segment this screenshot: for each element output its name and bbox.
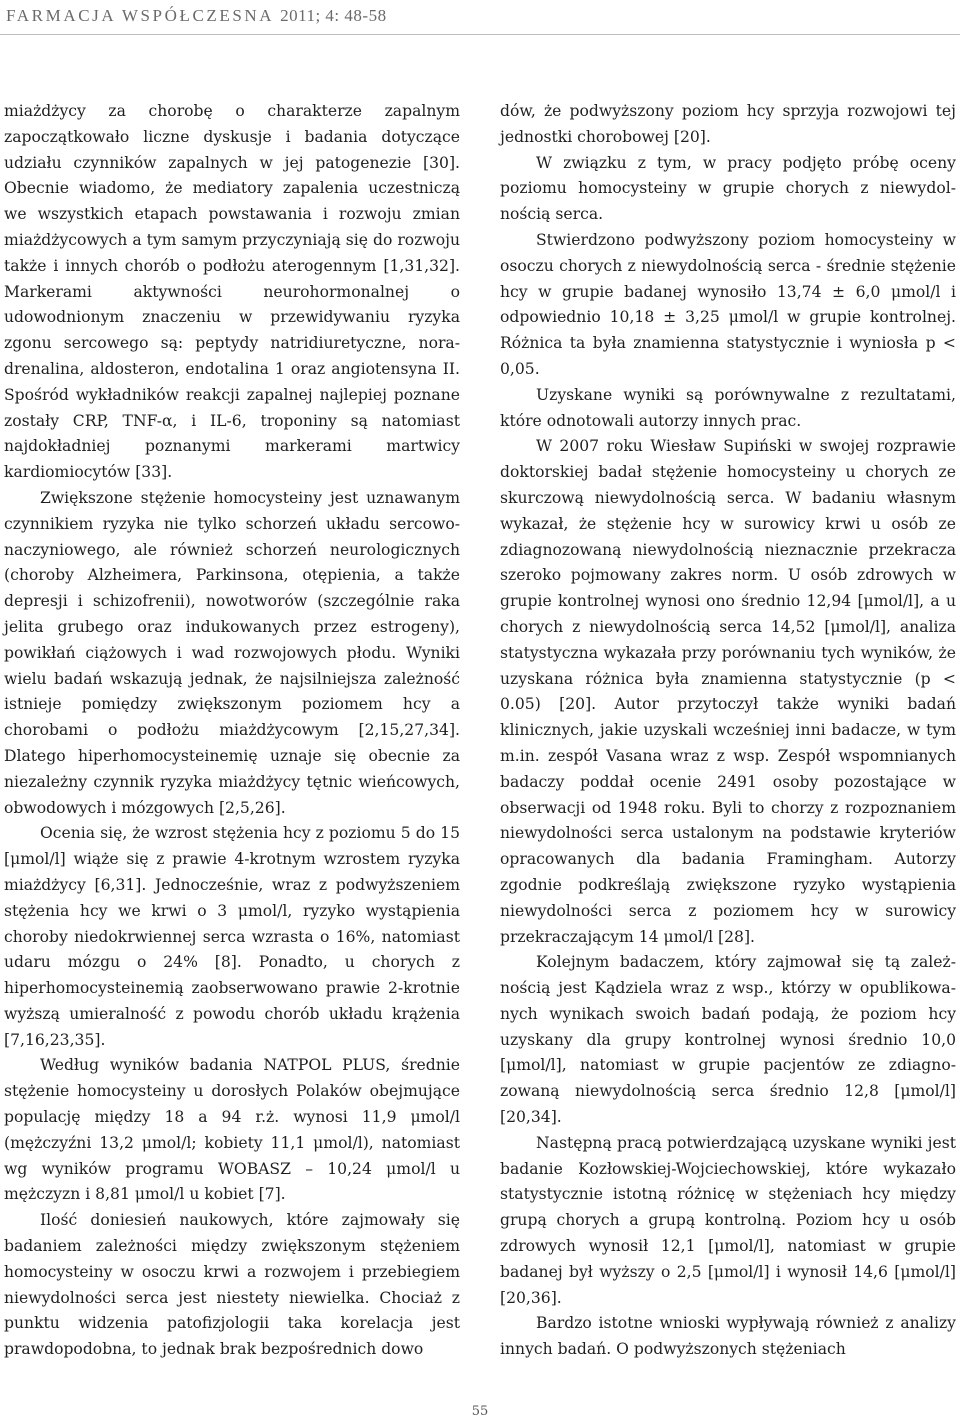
paragraph: Ilość doniesień naukowych, które zajmowały się badaniem zależności między zwiększonym stężeniem homocysteiny w osoczu krwi a rozwojem i przebiegiem niewydolności serca jest niestety niewielka. Chociaż z punktu widzenia patofizjologii taka korelacja jest prawdopodobna, to jednak brak bezpośrednich dowo [4, 1211, 460, 1359]
paragraph: Według wyników badania NATPOL PLUS, średnie stężenie homocysteiny u dorosłych Polaków obejmujące populację między 18 a 94 r.ż. wynosi 11,9 μmol/l (mężczyźni 13,2 μmol/l; kobiety 11,1 μmol/l), natomiast wg wyników programu WOBASZ – 10,24 μmol/l u mężczyzn i 8,81 μmol/l u kobiet [7]. [4, 1056, 460, 1204]
header-rule [0, 34, 960, 35]
paragraph: Następną pracą potwierdzającą uzyskane wyniki jest badanie Kozłowskiej-Wojciechowskiej, które wykazało statystycznie istotną różnicę w stężeniach hcy między grupą chorych a grupą kontrolną. Poziom hcy u osób zdrowych wynosił 12,1 [μmol/l], natomiast w grupie badanej był wyższy o 2,5 [μmol/l] i wynosił 14,6 [μmol/l] [20,36]. [500, 1133, 956, 1307]
paragraph: miażdżycy za chorobę o charakterze zapalnym zapoczątkowało liczne dyskusje i badania dotyczące udziału czynników zapalnych w jej patogenezie [30]. Obecnie wiadomo, że mediatory zapalenia uczestniczą we wszystkich etapach powstawania i rozwoju zmian miażdżycowych a tym samym przyczyniają się do rozwoju także i innych chorób o podłożu aterogennym [1,31,32]. Markerami aktywności neurohormonalnej o udowodnionym znaczeniu w przewidywaniu ryzyka zgonu sercowego są: peptydy natridiuretyczne, noradrenalina, aldosteron, endotalina 1 oraz angiotensyna II. Spośród wykładników reakcji zapalnej najlepiej poznane zostały CRP, TNF-α, i IL-6, troponiny są natomiast najdokładniej poznanymi markerami martwicy kardiomiocytów [33]. [4, 102, 460, 482]
paragraph: Bardzo istotne wnioski wypływają również z analizy innych badań. O podwyższonych stężeniach [500, 1314, 956, 1359]
paragraph: Uzyskane wyniki są porównywalne z rezultatami, które odnotowali autorzy innych prac. [500, 385, 956, 430]
paragraph: Zwiększone stężenie homocysteiny jest uznawanym czynnikiem ryzyka nie tylko schorzeń układu sercowo-naczyniowego, ale również schorzeń neurologicznych (choroby Alzheimera, Parkinsona, otępienia, a także depresji i schizofrenii), nowotworów (szczególnie raka jelita grubego oraz indukowanych przez estrogeny), powikłań ciążowych i wad rozwojowych płodu. Wyniki wielu badań wskazują jednak, że najsilniejsza zależność istnieje pomiędzy zwiększonym poziomem hcy a chorobami o podłożu miażdżycowym [2,15,27,34]. Dlatego hiperhomocysteinemię uznaje się obecnie za niezależny czynnik ryzyka miażdżycy tętnic wieńcowych, obwodowych i mózgowych [2,5,26]. [4, 488, 460, 817]
issue-info: 2011; 4: 48-58 [280, 6, 387, 25]
left-column [4, 99, 460, 1363]
paragraph: Kolejnym badaczem, który zajmował się tą zależnością jest Kądziela wraz z wsp., którzy w opublikowanych wynikach swoich badań podają, że poziom hcy uzyskany dla grupy kontrolnej wynosi średnio 10,0 [μmol/l], natomiast w grupie pacjentów ze zdiagnozowaną niewydolnością serca średnio 12,8 [μmol/l] [20,34]. [500, 953, 956, 1127]
right-column [500, 99, 956, 1363]
paragraph: W związku z tym, w pracy podjęto próbę oceny poziomu homocysteiny w grupie chorych z niewydolnością serca. [500, 153, 956, 224]
journal-name: FARMACJA WSPÓŁCZESNA [6, 6, 274, 25]
paragraph: dów, że podwyższony poziom hcy sprzyja rozwojowi tej jednostki chorobowej [20]. [500, 102, 956, 146]
paragraph: Ocenia się, że wzrost stężenia hcy z poziomu 5 do 15 [μmol/l] wiąże się z prawie 4-krotnym wzrostem ryzyka miażdżycy [6,31]. Jednocześnie, wraz z podwyższeniem stężenia hcy we krwi o 3 μmol/l, ryzyko wystąpienia choroby niedokrwiennej serca wzrasta o 16%, natomiast udaru mózgu o 24% [8]. Ponadto, u chorych z hiperhomocysteinemią zaobserwowano prawie 2-krotnie wyższą umieralność z powodu chorób układu krążenia [7,16,23,35]. [4, 824, 460, 1049]
paragraph: Stwierdzono podwyższony poziom homocysteiny w osoczu chorych z niewydolnością serca - średnie stężenie hcy w grupie badanej wynosiło 13,74 ± 6,0 μmol/l i odpowiednio 10,18 ± 3,25 μmol/l w grupie kontrolnej. Różnica ta była znamienna statystycznie i wyniosła p < 0,05. [500, 230, 956, 378]
page-number: 55 [471, 1404, 489, 1419]
running-header [6, 6, 387, 26]
paragraph: W 2007 roku Wiesław Supiński w swojej rozprawie doktorskiej badał stężenie homocysteiny u chorych ze skurczową niewydolnością serca. W badaniu własnym wykazał, że stężenie hcy w surowicy krwi u osób ze zdiagnozowaną niewydolnością nieznacznie przekracza szeroko pojmowany zakres norm. U osób zdrowych w grupie kontrolnej wynosi ono średnio 12,94 [μmol/l], a u chorych z niewydolnością serca 14,52 [μmol/l], analiza statystyczna wykazała przy porównaniu tych wyników, że uzyskana różnica była znamienna statystycznie (p < 0.05) [20]. Autor przytoczył także wyniki badań klinicznych, jakie uzyskali wcześniej inni badacze, w tym m.in. zespół Vasana wraz z wsp. Zespół wspomnianych badaczy poddał ocenie 2491 osoby pozostające w obserwacji od 1948 roku. Byli to chorzy z rozpoznaniem niewydolności serca ustalonym na podstawie kryteriów opracowanych dla badania Framingham. Autorzy zgodnie podkreślają zwiększone ryzyko wystąpienia niewydolności serca z poziomem hcy w surowicy przekraczającym 14 μmol/l [28]. [500, 437, 956, 946]
